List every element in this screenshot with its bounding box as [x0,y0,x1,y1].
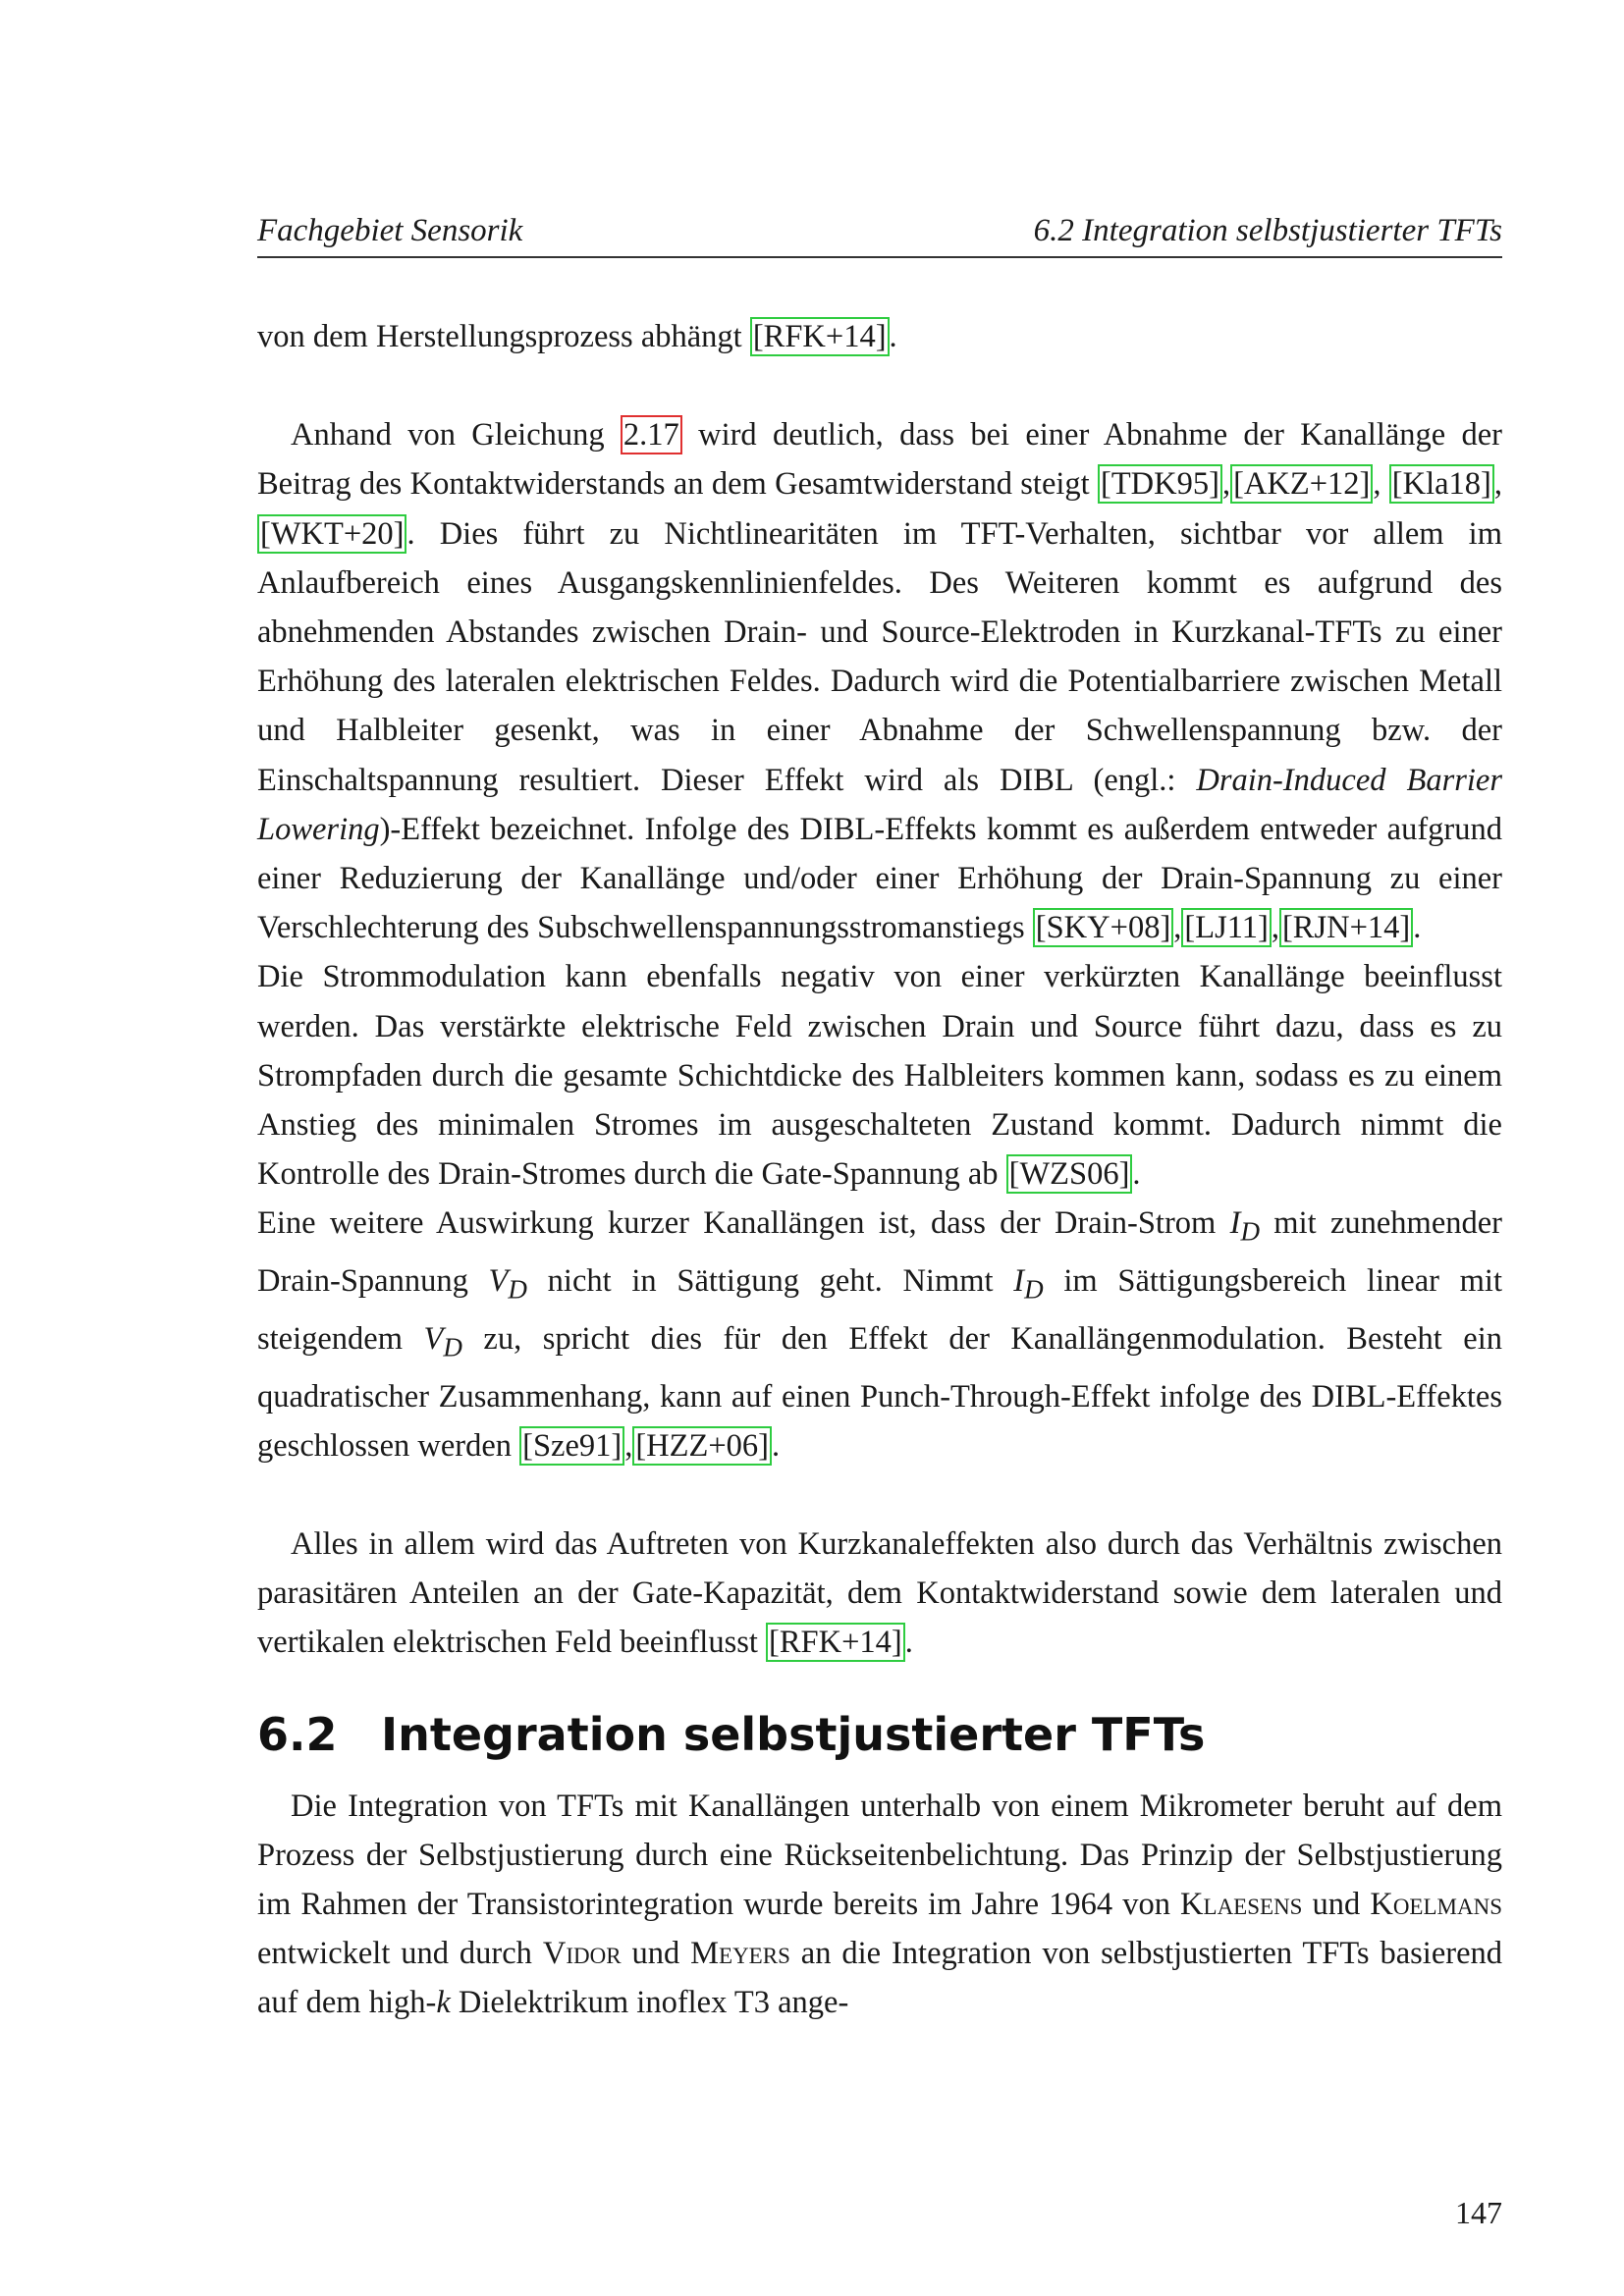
text-run: , [1493,466,1502,503]
text-run: von dem Herstellungsprozess abhängt [257,319,750,354]
paragraph-5 [257,1520,1502,1668]
paragraph-gap [257,361,1502,410]
text-run: . [904,1625,913,1661]
header-left: Fachgebiet Sensorik [257,213,523,248]
author-name: Meyers [690,1936,790,1972]
citation-link[interactable]: [HZZ+06] [632,1426,772,1466]
text-run: , [1173,910,1182,946]
author-name: Vidor [542,1936,622,1972]
text-run: an die Integration von selbstjustierten TFTs basierend auf dem high- [257,1936,1503,2021]
text-run: , [1271,910,1279,946]
text-run: Eine weitere Auswirkung kurzer Kanallängen ist, dass der Drain-Strom [257,1205,1230,1242]
italic-term: Drain-Induced Barrier Lowering [257,762,1502,847]
citation-link[interactable]: [Sze91] [519,1426,624,1466]
text-run: . [1413,910,1422,946]
author-name: Klaesens [1180,1886,1303,1922]
paragraph-gap [257,1470,1502,1520]
text-run: wird deutlich, dass bei einer Abnahme der Kanallänge der Beitrag des Kontaktwiderstands an dem Gesamtwiderstand steigt [257,417,1503,503]
math-symbol: I [1013,1263,1025,1300]
section-heading [257,1705,1502,1764]
citation-link[interactable]: [WZS06] [1006,1154,1133,1194]
text-run: Anhand von Gleichung [291,417,621,454]
paragraph-2 [257,410,1502,952]
math-symbol: V [488,1263,509,1300]
text-run: zu, spricht dies für den Effekt der Kanallängenmodulation. Besteht ein quadratischer Zusammenhang, kann auf einen Punch-Through-Effekt infolge des DIBL-Effektes geschlossen werden [257,1320,1502,1464]
text-run: entwickelt und durch [257,1936,543,1972]
text-run: )-Effekt bezeichnet. Infolge des DIBL-Effekts kommt es außerdem entweder aufgrund einer Reduzierung der Kanallänge und/oder einer Erhöhung der Drain-Spannung zu einer Verschlechterung des Subschwellenspannungsstromanstiegs [257,811,1502,946]
text-run: . Dies führt zu Nichtlinearitäten im TFT-Verhalten, sichtbar vor allem im Anlaufbereich eines Ausgangskennlinienfeldes. Des Weiteren kommt es aufgrund des abnehmenden Abstandes zwischen Drain- und Source-Elektroden in Kurzkanal-TFTs zu einer Erhöhung des lateralen elektrischen Feldes. Dadurch wird die Potentialbarriere zwischen Metall und Halbleiter gesenkt, was in einer Abnahme der Schwellenspannung bzw. der Einschaltspannung resultiert. Dieser Effekt wird als DIBL (engl.: [257,515,1502,798]
text-run: Die Strommodulation kann ebenfalls negativ von einer verkürzten Kanallänge beeinflusst werden. Das verstärkte elektrische Feld zwischen Drain und Source führt dazu, dass es zu Strompfaden durch die gesamte Schichtdicke des Halbleiters kommen kann, sodass es zu einem Anstieg des minimalen Stromes im ausgeschalteten Zustand kommt. Dadurch nimmt die Kontrolle des Drain-Stromes durch die Gate-Spannung ab [257,959,1502,1193]
citation-link[interactable]: [RFK+14] [766,1623,905,1662]
citation-link[interactable]: [AKZ+12] [1230,464,1373,504]
text-run: Die Integration von TFTs mit Kanallängen unterhalb von einem Mikrometer beruht auf dem Prozess der Selbstjustierung durch eine Rückseitenbelichtung. Das Prinzip der Selbstjustierung im Rahmen der Transistorintegration wurde bereits im Jahre 1964 von [257,1788,1502,1922]
running-header [257,211,1502,258]
math-symbol: V [423,1320,444,1357]
citation-link[interactable]: [LJ11] [1181,908,1271,947]
math-subscript: D [1024,1274,1044,1305]
math-symbol: k [436,1985,451,2021]
section-title: Integration selbstjustierter TFTs [381,1707,1206,1761]
citation-link[interactable]: [SKY+08] [1033,908,1174,947]
text-run: , [624,1427,633,1464]
paragraph-3 [257,952,1502,1199]
math-subscript: D [508,1274,527,1305]
header-right: 6.2 Integration selbstjustierter TFTs [1033,213,1502,248]
citation-link[interactable]: [RFK+14] [750,317,890,356]
text-run: , [1373,466,1389,503]
page-number: 147 [1455,2195,1502,2230]
math-symbol: I [1229,1205,1241,1242]
equation-link[interactable]: 2.17 [621,415,682,454]
text-run: mit zunehmender Drain-Spannung [257,1205,1502,1300]
citation-link[interactable]: [Kla18] [1389,464,1494,504]
math-subscript: D [443,1332,462,1362]
text-run: , [1221,466,1231,503]
citation-link[interactable]: [TDK95] [1098,464,1222,504]
paragraph-6 [257,1782,1502,2028]
math-subscript: D [1240,1216,1260,1247]
text-run: . [1132,1156,1141,1193]
text-run: Alles in allem wird das Auftreten von Kurzkanaleffekten also durch das Verhältnis zwischen parasitären Anteilen an der Gate-Kapazität, dem Kontaktwiderstand sowie dem lateralen und vertikalen elektrischen Feld beeinflusst [257,1525,1502,1661]
paragraph-1 [257,312,1502,361]
citation-link[interactable]: [WKT+20] [257,514,406,554]
citation-link[interactable]: [RJN+14] [1279,908,1413,947]
section-number: 6.2 [257,1707,338,1761]
text-run: . [889,319,897,354]
text-run: und [1302,1886,1371,1922]
body-text [257,312,1502,2028]
text-run: und [621,1936,691,1972]
text-run: nicht in Sättigung geht. Nimmt [526,1263,1014,1300]
author-name: Koelmans [1370,1886,1502,1922]
text-run: im Sättigungsbereich linear mit steigendem [257,1263,1502,1357]
paragraph-4 [257,1199,1502,1470]
text-run: Dielektrikum inoflex T3 ange- [450,1985,849,2021]
text-run: . [772,1427,781,1464]
